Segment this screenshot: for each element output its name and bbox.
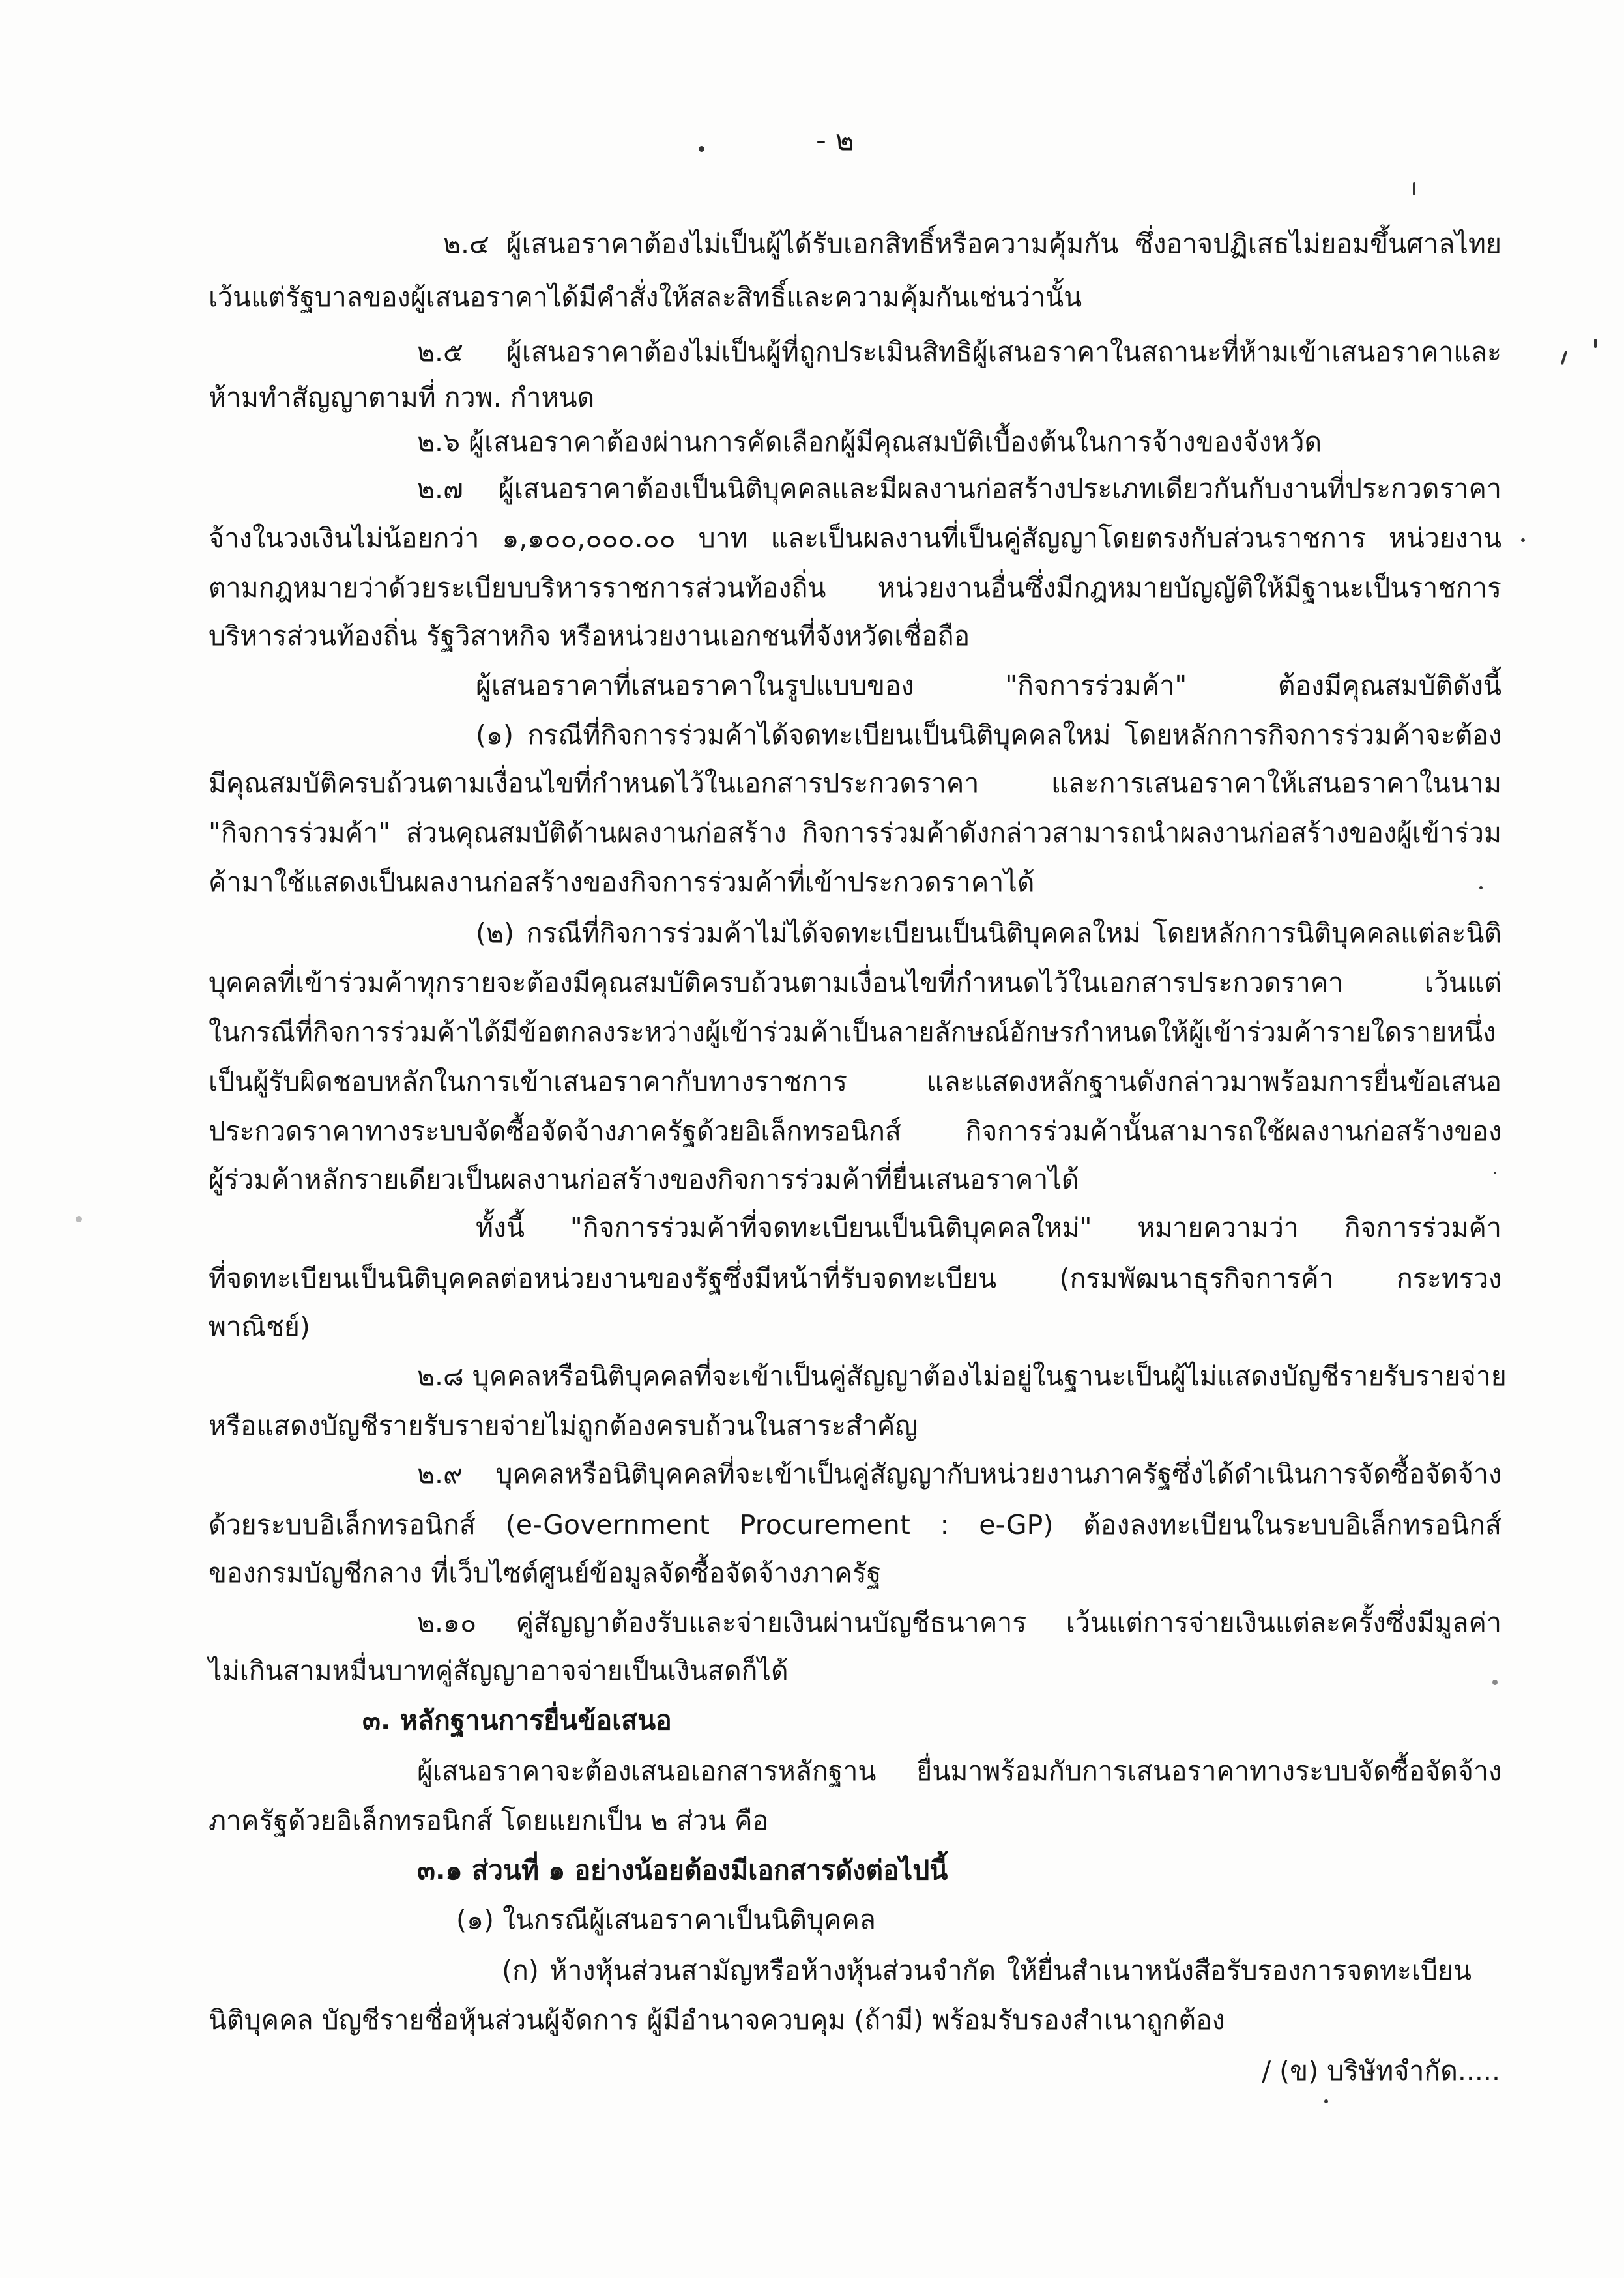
jv-definition-line-1: ทั้งนี้ "กิจการร่วมค้าที่จดทะเบียนเป็นนิติบุคคลใหม่" หมายความว่า กิจการร่วมค้า [476, 1212, 1501, 1243]
jv-case-1-line-2: มีคุณสมบัติครบถ้วนตามเงื่อนไขที่กำหนดไว้ในเอกสารประกวดราคา และการเสนอราคาให้เสนอราคาในนาม [209, 768, 1501, 799]
scan-speck [1324, 2099, 1328, 2103]
clause-2-4-line-2: เว้นแต่รัฐบาลของผู้เสนอราคาได้มีคำสั่งให้สละสิทธิ์และความคุ้มกันเช่นว่านั้น [209, 281, 1082, 313]
scan-speck [1594, 339, 1597, 348]
clause-2-4-line-1: ๒.๔ ผู้เสนอราคาต้องไม่เป็นผู้ได้รับเอกสิทธิ์หรือความคุ้มกัน ซึ่งอาจปฏิเสธไม่ยอมขึ้นศาลไทย [443, 228, 1501, 259]
clause-2-5-line-1: ๒.๕ ผู้เสนอราคาต้องไม่เป็นผู้ที่ถูกประเมินสิทธิผู้เสนอราคาในสถานะที่ห้ามเข้าเสนอราคาและ [417, 336, 1501, 368]
section-3-1-item-1: (๑) ในกรณีผู้เสนอราคาเป็นนิติบุคคล [456, 1904, 876, 1935]
jv-case-2-line-1: (๒) กรณีที่กิจการร่วมค้าไม่ได้จดทะเบียนเป็นนิติบุคคลใหม่ โดยหลักการนิติบุคคลแต่ละนิติ [476, 917, 1501, 949]
jv-case-2-line-5: ประกวดราคาทางระบบจัดซื้อจัดจ้างภาครัฐด้วยอิเล็กทรอนิกส์ กิจการร่วมค้านั้นสามารถใช้ผลงานก่อสร้างของ [209, 1116, 1501, 1147]
jv-case-2-line-4: เป็นผู้รับผิดชอบหลักในการเข้าเสนอราคากับทางราชการ และแสดงหลักฐานดังกล่าวมาพร้อมการยื่นข้อเสนอ [209, 1066, 1501, 1097]
section-3-1-heading: ๓.๑ ส่วนที่ ๑ อย่างน้อยต้องมีเอกสารดังต่อไปนี้ [417, 1854, 948, 1886]
item-ka-line-2: นิติบุคคล บัญชีรายชื่อหุ้นส่วนผู้จัดการ ผู้มีอำนาจควบคุม (ถ้ามี) พร้อมรับรองสำเนาถูกต้อง [209, 2004, 1225, 2036]
scan-speck [699, 146, 704, 152]
scan-speck [1479, 886, 1483, 889]
clause-2-8-line-1: ๒.๘ บุคคลหรือนิติบุคคลที่จะเข้าเป็นคู่สัญญาต้องไม่อยู่ในฐานะเป็นผู้ไม่แสดงบัญชีรายรับรายจ่าย [417, 1361, 1507, 1392]
clause-2-9-line-1: ๒.๙ บุคคลหรือนิติบุคคลที่จะเข้าเป็นคู่สัญญากับหน่วยงานภาครัฐซึ่งได้ดำเนินการจัดซื้อจัดจ้าง [417, 1458, 1501, 1490]
section-3-line-1: ผู้เสนอราคาจะต้องเสนอเอกสารหลักฐาน ยื่นมาพร้อมกับการเสนอราคาทางระบบจัดซื้อจัดจ้าง [417, 1755, 1501, 1787]
jv-case-1-line-4: ค้ามาใช้แสดงเป็นผลงานก่อสร้างของกิจการร่วมค้าที่เข้าประกวดราคาได้ [209, 867, 1035, 898]
jv-case-1-line-3: "กิจการร่วมค้า" ส่วนคุณสมบัติด้านผลงานก่อสร้าง กิจการร่วมค้าดังกล่าวสามารถนำผลงานก่อสร้างของผู้เข้าร่วม [209, 817, 1501, 848]
scan-speck [1494, 1172, 1496, 1174]
clause-2-9-line-3: ของกรมบัญชีกลาง ที่เว็บไซต์ศูนย์ข้อมูลจัดซื้อจัดจ้างภาครัฐ [209, 1557, 882, 1589]
clause-2-8-line-2: หรือแสดงบัญชีรายรับรายจ่ายไม่ถูกต้องครบถ้วนในสาระสำคัญ [209, 1410, 918, 1441]
scan-speck [1521, 538, 1525, 542]
jv-case-2-line-6: ผู้ร่วมค้าหลักรายเดียวเป็นผลงานก่อสร้างของกิจการร่วมค้าที่ยื่นเสนอราคาได้ [209, 1164, 1079, 1195]
jv-case-2-line-2: บุคคลที่เข้าร่วมค้าทุกรายจะต้องมีคุณสมบัติครบถ้วนตามเงื่อนไขที่กำหนดไว้ในเอกสารประกวดราคา เว้นแต่ [209, 967, 1501, 998]
item-ka-line-1: (ก) ห้างหุ้นส่วนสามัญหรือห้างหุ้นส่วนจำกัด ให้ยื่นสำเนาหนังสือรับรองการจดทะเบียน [502, 1955, 1472, 1986]
clause-2-7-line-3: ตามกฎหมายว่าด้วยระเบียบบริหารราชการส่วนท้องถิ่น หน่วยงานอื่นซึ่งมีกฎหมายบัญญัติให้มีฐานะเป็นราชการ [209, 572, 1501, 603]
jv-case-1-line-1: (๑) กรณีที่กิจการร่วมค้าได้จดทะเบียนเป็นนิติบุคคลใหม่ โดยหลักการกิจการร่วมค้าจะต้อง [476, 719, 1501, 751]
scan-speck [1561, 351, 1568, 365]
clause-2-5-line-2: ห้ามทำสัญญาตามที่ กวพ. กำหนด [209, 382, 595, 413]
jv-definition-line-3: พาณิชย์) [209, 1311, 310, 1342]
clause-2-7-line-2: จ้างในวงเงินไม่น้อยกว่า ๑,๑๐๐,๐๐๐.๐๐ บาท และเป็นผลงานที่เป็นคู่สัญญาโดยตรงกับส่วนราชการ หน่วยงาน [209, 523, 1501, 554]
clause-2-7-line-1: ๒.๗ ผู้เสนอราคาต้องเป็นนิติบุคคลและมีผลงานก่อสร้างประเภทเดียวกันกับงานที่ประกวดราคา [417, 473, 1501, 504]
clause-2-9-line-2: ด้วยระบบอิเล็กทรอนิกส์ (e-Government Procurement : e-GP) ต้องลงทะเบียนในระบบอิเล็กทรอนิกส์ [209, 1509, 1501, 1540]
continuation-marker: / (ข) บริษัทจำกัด..... [1262, 2055, 1500, 2086]
scan-speck [1413, 182, 1415, 195]
jv-case-2-line-3: ในกรณีที่กิจการร่วมค้าได้มีข้อตกลงระหว่างผู้เข้าร่วมค้าเป็นลายลักษณ์อักษรกำหนดให้ผู้เข้าร่วมค้ารายใดรายหนึ่ง [209, 1016, 1496, 1048]
section-3-heading: ๓. หลักฐานการยื่นข้อเสนอ [362, 1705, 672, 1736]
scan-speck [1492, 1680, 1498, 1685]
jv-definition-line-2: ที่จดทะเบียนเป็นนิติบุคคลต่อหน่วยงานของรัฐซึ่งมีหน้าที่รับจดทะเบียน (กรมพัฒนาธุรกิจการค้า กระทรวง [209, 1263, 1501, 1294]
scan-speck [76, 1216, 82, 1222]
clause-2-10-line-1: ๒.๑๐ คู่สัญญาต้องรับและจ่ายเงินผ่านบัญชีธนาคาร เว้นแต่การจ่ายเงินแต่ละครั้งซึ่งมีมูลค่า [417, 1607, 1501, 1638]
clause-2-7-line-4: บริหารส่วนท้องถิ่น รัฐวิสาหกิจ หรือหน่วยงานเอกชนที่จังหวัดเชื่อถือ [209, 620, 970, 652]
clause-2-6: ๒.๖ ผู้เสนอราคาต้องผ่านการคัดเลือกผู้มีคุณสมบัติเบื้องต้นในการจ้างของจังหวัด [417, 426, 1322, 457]
page-number: - ๒ [816, 124, 854, 157]
joint-venture-intro: ผู้เสนอราคาที่เสนอราคาในรูปแบบของ "กิจการร่วมค้า" ต้องมีคุณสมบัติดังนี้ [476, 670, 1501, 701]
section-3-line-2: ภาครัฐด้วยอิเล็กทรอนิกส์ โดยแยกเป็น ๒ ส่วน คือ [209, 1805, 769, 1836]
clause-2-10-line-2: ไม่เกินสามหมื่นบาทคู่สัญญาอาจจ่ายเป็นเงินสดก็ได้ [209, 1655, 789, 1686]
